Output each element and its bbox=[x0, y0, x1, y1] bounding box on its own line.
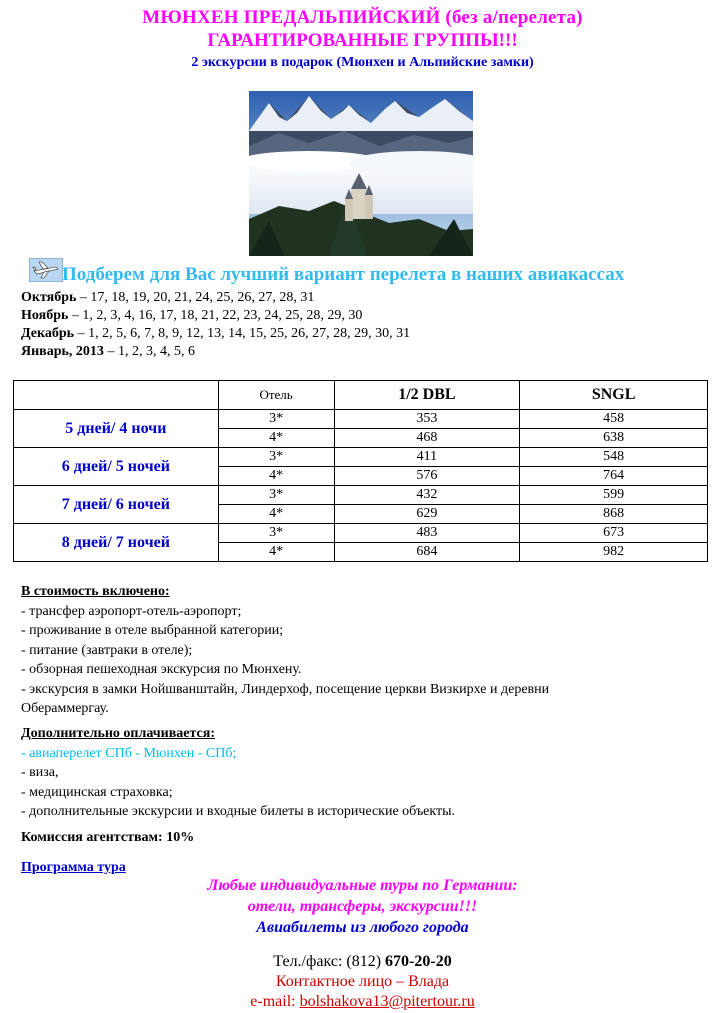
dbl-price-cell: 684 bbox=[334, 543, 520, 562]
sngl-price-cell: 982 bbox=[520, 543, 708, 562]
flight-charge-item: - авиаперелет СПб - Мюнхен - СПб; bbox=[21, 745, 237, 761]
hotel-cell: 3* bbox=[218, 486, 334, 505]
dbl-price-cell: 629 bbox=[334, 505, 520, 524]
sngl-price-cell: 458 bbox=[520, 410, 708, 429]
hotel-cell: 4* bbox=[218, 429, 334, 448]
table-row bbox=[14, 448, 708, 467]
table-row bbox=[14, 486, 708, 505]
sngl-price-cell: 868 bbox=[520, 505, 708, 524]
sngl-price-cell: 673 bbox=[520, 524, 708, 543]
email-line bbox=[0, 993, 725, 1011]
list-item: - экскурсия в замки Нойшванштайн, Линдерхоф, посещение церкви Визкирхе и деревни bbox=[21, 681, 550, 697]
hotel-cell: 4* bbox=[218, 543, 334, 562]
duration-cell: 6 дней/ 5 ночей bbox=[14, 448, 219, 486]
month-label: Ноябрь bbox=[21, 308, 69, 323]
dbl-price-cell: 483 bbox=[334, 524, 520, 543]
hotel-cell: 3* bbox=[218, 410, 334, 429]
hotel-cell: 3* bbox=[218, 448, 334, 467]
table-row bbox=[14, 410, 708, 429]
promo-line-3: Авиабилеты из любого города bbox=[256, 919, 469, 936]
list-item: - проживание в отеле выбранной категории; bbox=[21, 623, 284, 638]
month-label: Январь, 2013 bbox=[21, 344, 104, 359]
contact-person: Контактное лицо – Влада bbox=[275, 973, 450, 990]
day-list: – 1, 2, 3, 4, 16, 17, 18, 21, 22, 23, 24, 25, 28, 29, 30 bbox=[68, 308, 363, 323]
phone-line bbox=[0, 953, 725, 971]
email-label: e-mail: bbox=[250, 993, 300, 1010]
header-dbl: 1/2 DBL bbox=[334, 381, 520, 410]
hotel-cell: 4* bbox=[218, 505, 334, 524]
header-hotel: Отель bbox=[218, 381, 334, 410]
title-line-2: ГАРАНТИРОВАННЫЕ ГРУППЫ!!! bbox=[207, 30, 518, 51]
sngl-price-cell: 638 bbox=[520, 429, 708, 448]
airplane-icon bbox=[29, 258, 63, 282]
extra-heading: Дополнительно оплачивается: bbox=[21, 726, 216, 741]
list-item: - питание (завтраки в отеле); bbox=[21, 642, 193, 658]
promo-line-2: отели, трансферы, экскурсии!!! bbox=[247, 898, 478, 915]
table-row bbox=[14, 524, 708, 543]
dbl-price-cell: 353 bbox=[334, 410, 520, 429]
included-section bbox=[21, 582, 549, 719]
month-label: Декабрь bbox=[21, 326, 75, 341]
duration-cell: 7 дней/ 6 ночей bbox=[14, 486, 219, 524]
sngl-price-cell: 548 bbox=[520, 448, 708, 467]
email-link[interactable]: bolshakova13@pitertour.ru bbox=[299, 993, 475, 1010]
list-item: - обзорная пешеходная экскурсия по Мюнхену. bbox=[21, 662, 302, 677]
hotel-cell: 3* bbox=[218, 524, 334, 543]
list-item: Обераммергау. bbox=[21, 701, 109, 716]
sngl-price-cell: 764 bbox=[520, 467, 708, 486]
list-item: - трансфер аэропорт-отель-аэропорт; bbox=[21, 603, 242, 619]
sngl-price-cell: 599 bbox=[520, 486, 708, 505]
dates-december bbox=[21, 326, 410, 342]
extra-charges-section bbox=[21, 724, 455, 822]
day-list: – 1, 2, 5, 6, 7, 8, 9, 12, 13, 14, 15, 25, 26, 27, 28, 29, 30, 31 bbox=[74, 326, 411, 341]
phone-number: 670-20-20 bbox=[385, 953, 452, 970]
header-empty-cell bbox=[14, 381, 219, 410]
duration-cell: 8 дней/ 7 ночей bbox=[14, 524, 219, 562]
list-item: - медицинская страховка; bbox=[21, 784, 173, 800]
day-list: – 17, 18, 19, 20, 21, 24, 25, 26, 27, 28, 31 bbox=[76, 290, 315, 305]
month-label: Октябрь bbox=[21, 290, 77, 305]
phone-label: Тел./факс: (812) bbox=[273, 953, 386, 970]
flight-offer-heading: Подберем для Вас лучший вариант перелета в наших авиакассах bbox=[62, 264, 625, 285]
header-sngl: SNGL bbox=[520, 381, 708, 410]
duration-cell: 5 дней/ 4 ночи bbox=[14, 410, 219, 448]
agency-commission: Комиссия агентствам: 10% bbox=[21, 830, 195, 845]
day-list: – 1, 2, 3, 4, 5, 6 bbox=[103, 344, 195, 359]
dbl-price-cell: 411 bbox=[334, 448, 520, 467]
neuschwanstein-photo bbox=[249, 91, 473, 256]
title-line-1: МЮНХЕН ПРЕДАЛЬПИЙСКИЙ (без а/перелета) bbox=[142, 7, 583, 28]
dates-november bbox=[21, 308, 362, 324]
dbl-price-cell: 576 bbox=[334, 467, 520, 486]
hotel-cell: 4* bbox=[218, 467, 334, 486]
dates-january bbox=[21, 344, 195, 360]
list-item: - виза, bbox=[21, 765, 59, 780]
promo-line-1: Любые индивидуальные туры по Германии: bbox=[207, 877, 518, 894]
list-item: - дополнительные экскурсии и входные билеты в исторические объекты. bbox=[21, 804, 456, 819]
included-heading: В стоимость включено: bbox=[21, 584, 170, 599]
price-table bbox=[13, 380, 708, 562]
subtitle: 2 экскурсии в подарок (Мюнхен и Альпийские замки) bbox=[191, 55, 534, 70]
table-header-row bbox=[14, 381, 708, 410]
dates-october bbox=[21, 290, 314, 306]
dbl-price-cell: 468 bbox=[334, 429, 520, 448]
tour-program-link[interactable]: Программа тура bbox=[21, 860, 126, 875]
dbl-price-cell: 432 bbox=[334, 486, 520, 505]
